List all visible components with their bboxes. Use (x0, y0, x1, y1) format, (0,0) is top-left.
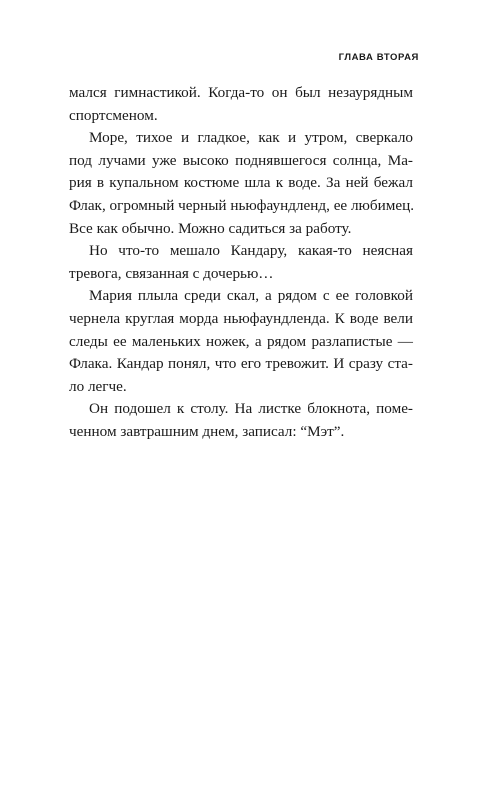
text-line: рия в купальном костюме шла к воде. За ней бежал (69, 174, 413, 192)
text-line: чернела круглая морда ньюфаундленда. К воде вели (69, 309, 413, 327)
text-line: Море, тихое и гладкое, как и утром, сверкало (89, 129, 413, 147)
text-line: Он подошел к столу. На листке блокнота, поме- (89, 400, 413, 418)
text-line: под лучами уже высоко поднявшегося солнца, Ма- (69, 151, 413, 169)
text-line: Все как обычно. Можно садиться за работу. (69, 219, 352, 237)
text-line: спортсменом. (69, 106, 158, 124)
text-line: Флака. Кандар понял, что его тревожит. И сразу ста- (69, 355, 413, 373)
paragraph-3 (69, 240, 413, 285)
paragraph-1 (69, 82, 413, 127)
paragraph-4 (69, 285, 413, 398)
text-line: ло легче. (69, 377, 127, 395)
body-text (69, 82, 413, 444)
text-line: ченном завтрашним днем, записал: “Мэт”. (69, 422, 345, 440)
running-head-chapter-title: ГЛАВА ВТОРАЯ (338, 52, 419, 63)
paragraph-2 (69, 127, 413, 240)
paragraph-5 (69, 398, 413, 443)
text-line: мался гимнастикой. Когда-то он был незаурядным (69, 84, 413, 101)
text-line: Флак, огромный черный ньюфаундленд, ее любимец. (69, 196, 415, 214)
text-line: Мария плыла среди скал, а рядом с ее головкой (89, 287, 413, 305)
text-line: тревога, связанная с дочерью… (69, 264, 274, 282)
text-line: следы ее маленьких ножек, а рядом разлапистые — (69, 332, 413, 350)
text-line: Но что-то мешало Кандару, какая-то неясная (89, 242, 413, 260)
